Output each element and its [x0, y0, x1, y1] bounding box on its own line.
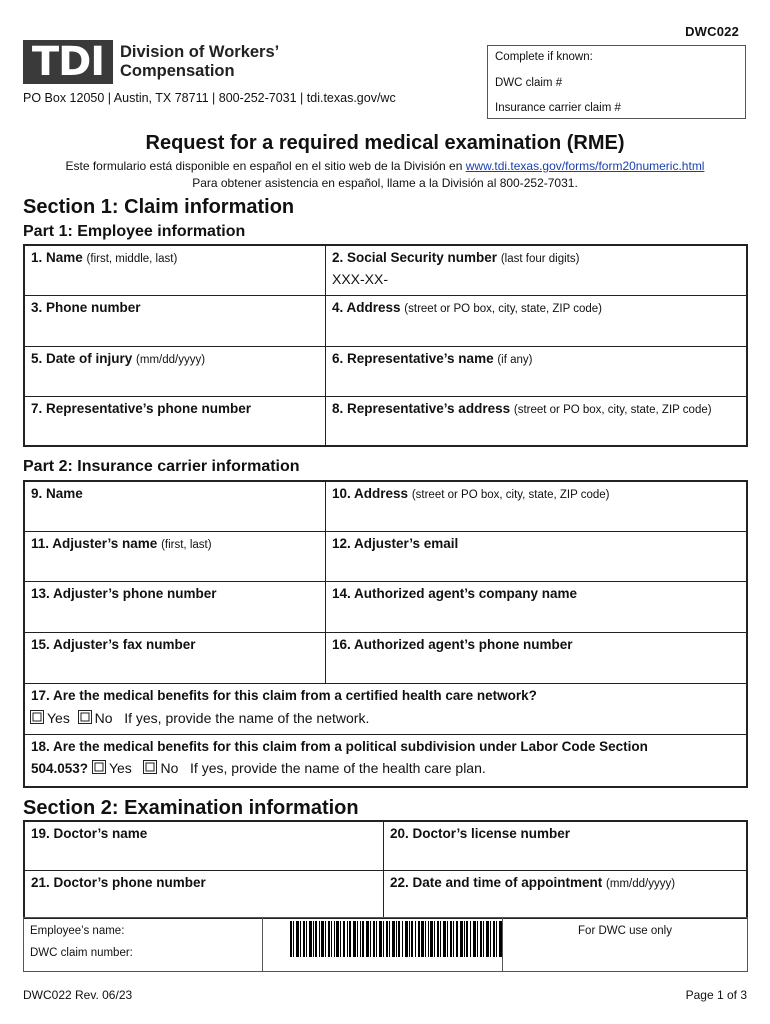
dwc-claim-number-label: DWC claim number: [30, 947, 133, 959]
employee-phone-field[interactable]: 3. Phone number [31, 300, 141, 315]
complete-if-known-box [487, 45, 746, 119]
employee-name-label: Employee’s name: [30, 925, 125, 937]
q18-yes-checkbox[interactable] [92, 760, 106, 774]
q17-followup: If yes, provide the name of the network. [124, 710, 370, 726]
form-revision: DWC022 Rev. 06/23 [23, 988, 133, 1002]
page-number: Page 1 of 3 [685, 988, 747, 1002]
doctor-license-field[interactable]: 20. Doctor’s license number [390, 826, 571, 841]
forms-link[interactable]: www.tdi.texas.gov/forms/form20numeric.html [465, 159, 705, 173]
spanish-availability-text: Este formulario está disponible en español en el sitio web de la División en [65, 159, 466, 173]
q18-followup: If yes, provide the name of the health care plan. [190, 760, 486, 776]
carrier-info-table [23, 480, 748, 788]
employee-address-field[interactable]: 4. Address (street or PO box, city, state, ZIP code) [332, 300, 602, 315]
footer-labels [24, 919, 262, 965]
section-1-title: Section 1: Claim information [23, 196, 295, 218]
part-2-title: Part 2: Insurance carrier information [23, 458, 300, 475]
barcode-image [290, 921, 504, 957]
part-1-title: Part 1: Employee information [23, 223, 246, 240]
q17-yes-checkbox[interactable] [30, 710, 44, 724]
dwc-use-only: For DWC use only [578, 925, 672, 937]
spanish-availability [0, 159, 770, 173]
doctor-name-field[interactable]: 19. Doctor’s name [31, 826, 148, 841]
agency-line-2: Compensation [120, 62, 235, 80]
carrier-claim-field[interactable]: Insurance carrier claim # [495, 102, 621, 114]
adjuster-fax-field[interactable]: 15. Adjuster’s fax number [31, 637, 196, 652]
form-code: DWC022 [685, 24, 739, 39]
date-of-injury-field[interactable]: 5. Date of injury (mm/dd/yyyy) [31, 351, 206, 366]
network-question [25, 684, 746, 734]
spanish-assistance: Para obtener asistencia en español, llame a la División al 800-252-7031. [192, 176, 578, 190]
q18-text-line1: 18. Are the medical benefits for this claim from a political subdivision under Labor Code Section [31, 739, 648, 754]
carrier-name-field[interactable]: 9. Name [31, 486, 83, 501]
examination-info-table [23, 820, 748, 919]
q17-text: 17. Are the medical benefits for this claim from a certified health care network? [31, 688, 537, 703]
representative-name-field[interactable]: 6. Representative’s name (if any) [332, 351, 533, 366]
employee-info-table [23, 244, 748, 447]
representative-address-field[interactable]: 8. Representative’s address (street or PO box, city, state, ZIP code) [332, 401, 712, 416]
page-title: Request for a required medical examination (RME) [145, 132, 625, 154]
doctor-phone-field[interactable]: 21. Doctor’s phone number [31, 875, 206, 890]
known-box-title: Complete if known: [495, 51, 593, 63]
q17-no-label: No [94, 710, 113, 726]
agency-address: PO Box 12050 | Austin, TX 78711 | 800-252-7031 | tdi.texas.gov/wc [23, 91, 396, 105]
agency-line-1: Division of Workers’ [120, 43, 280, 61]
q17-no-checkbox[interactable] [78, 710, 92, 724]
adjuster-phone-field[interactable]: 13. Adjuster’s phone number [31, 586, 217, 601]
adjuster-email-field[interactable]: 12. Adjuster’s email [332, 536, 459, 551]
adjuster-name-field[interactable]: 11. Adjuster’s name (first, last) [31, 536, 212, 551]
agent-company-field[interactable]: 14. Authorized agent’s company name [332, 586, 578, 601]
q17-yes-label: Yes [47, 710, 70, 726]
ssn-value: XXX-XX- [332, 271, 389, 287]
ssn-field[interactable]: 2. Social Security number (last four digits) XXX-XX- [326, 246, 746, 295]
q18-no-checkbox[interactable] [143, 760, 157, 774]
q18-no-label: No [160, 760, 179, 776]
q18-yes-label: Yes [108, 760, 132, 776]
q18-text-line2: 504.053? [31, 761, 89, 776]
agent-phone-field[interactable]: 16. Authorized agent’s phone number [332, 637, 573, 652]
employee-name-field[interactable]: 1. Name (first, middle, last) [31, 250, 178, 265]
agency-name [120, 43, 279, 81]
dwc-claim-field[interactable]: DWC claim # [495, 77, 563, 89]
representative-phone-field[interactable]: 7. Representative’s phone number [31, 401, 252, 416]
appointment-field[interactable]: 22. Date and time of appointment (mm/dd/yyyy) [390, 875, 676, 890]
carrier-address-field[interactable]: 10. Address (street or PO box, city, state, ZIP code) [332, 486, 610, 501]
tdi-logo: TDI [23, 40, 113, 84]
section-2-title: Section 2: Examination information [23, 797, 359, 819]
political-subdivision-question [25, 735, 746, 786]
